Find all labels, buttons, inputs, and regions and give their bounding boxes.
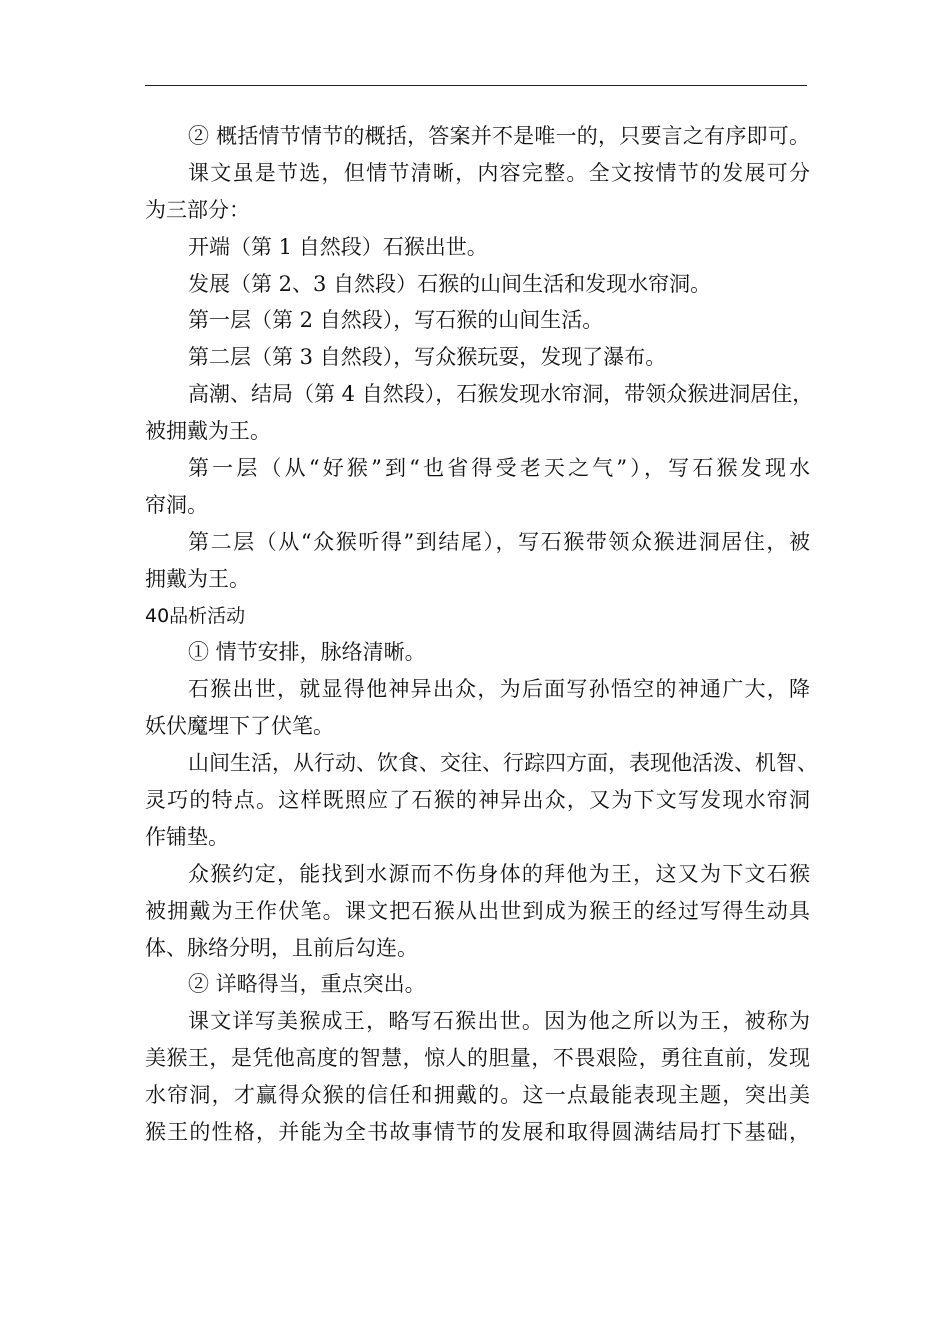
text-line: 山间生活，从行动、饮食、交往、行踪四方面，表现他活泼、机智、 — [188, 751, 818, 776]
text-line: 水帘洞，才赢得众猴的信任和拥戴的。这一点最能表现主题，突出美 — [145, 1083, 810, 1108]
text-line: 猴王的性格，并能为全书故事情节的发展和取得圆满结局打下基础， — [145, 1120, 810, 1145]
text-line: 帘洞。 — [145, 492, 208, 517]
text-line: 美猴王，是凭他高度的智慧，惊人的胆量，不畏艰险，勇往直前，发现 — [145, 1046, 810, 1071]
text-line: 课文虽是节选，但情节清晰，内容完整。全文按情节的发展可分 — [188, 160, 810, 185]
text-line: 拥戴为王。 — [145, 566, 250, 591]
text-line: 开端（第 1 自然段）石猴出世。 — [188, 234, 488, 259]
header-rule — [145, 85, 807, 86]
text-line: 众猴约定，能找到水源而不伤身体的拜他为王，这又为下文石猴 — [188, 861, 810, 886]
text-line: 被拥戴为王作伏笔。课文把石猴从出世到成为猴王的经过写得生动具 — [145, 898, 810, 923]
document-body — [145, 118, 818, 1151]
text-line: 高潮、结局（第 4 自然段），石猴发现水帘洞，带领众猴进洞居住， — [188, 382, 814, 407]
text-line: 灵巧的特点。这样既照应了石猴的神异出众，又为下文写发现水帘洞 — [145, 788, 810, 813]
text-line: 体、脉络分明，且前后勾连。 — [145, 935, 418, 960]
section-heading: 40品析活动 — [145, 604, 246, 627]
text-line: ② 详略得当，重点突出。 — [188, 972, 426, 997]
text-line: 妖伏魔埋下了伏笔。 — [145, 714, 334, 739]
text-line: 第二层（从“众猴听得”到结尾），写石猴带领众猴进洞居住，被 — [188, 529, 810, 554]
text-line: 第一层（从“好猴”到“也省得受老天之气”），写石猴发现水 — [188, 456, 810, 481]
text-line: 为三部分： — [145, 197, 250, 222]
text-line: ① 情节安排，脉络清晰。 — [188, 640, 426, 665]
text-line: 作铺垫。 — [145, 824, 229, 849]
text-line: 第二层（第 3 自然段），写众猴玩耍，发现了瀑布。 — [188, 345, 667, 370]
text-line: 课文详写美猴成王，略写石猴出世。因为他之所以为王，被称为 — [188, 1009, 810, 1034]
text-line: 发展（第 2、3 自然段）石猴的山间生活和发现水帘洞。 — [188, 271, 712, 296]
text-line: ② 概括情节情节的概括，答案并不是唯一的，只要言之有序即可。 — [188, 124, 810, 148]
text-line: 被拥戴为王。 — [145, 419, 271, 444]
text-line: 第一层（第 2 自然段），写石猴的山间生活。 — [188, 308, 604, 333]
text-line: 石猴出世，就显得他神异出众，为后面写孙悟空的神通广大，降 — [188, 677, 810, 702]
